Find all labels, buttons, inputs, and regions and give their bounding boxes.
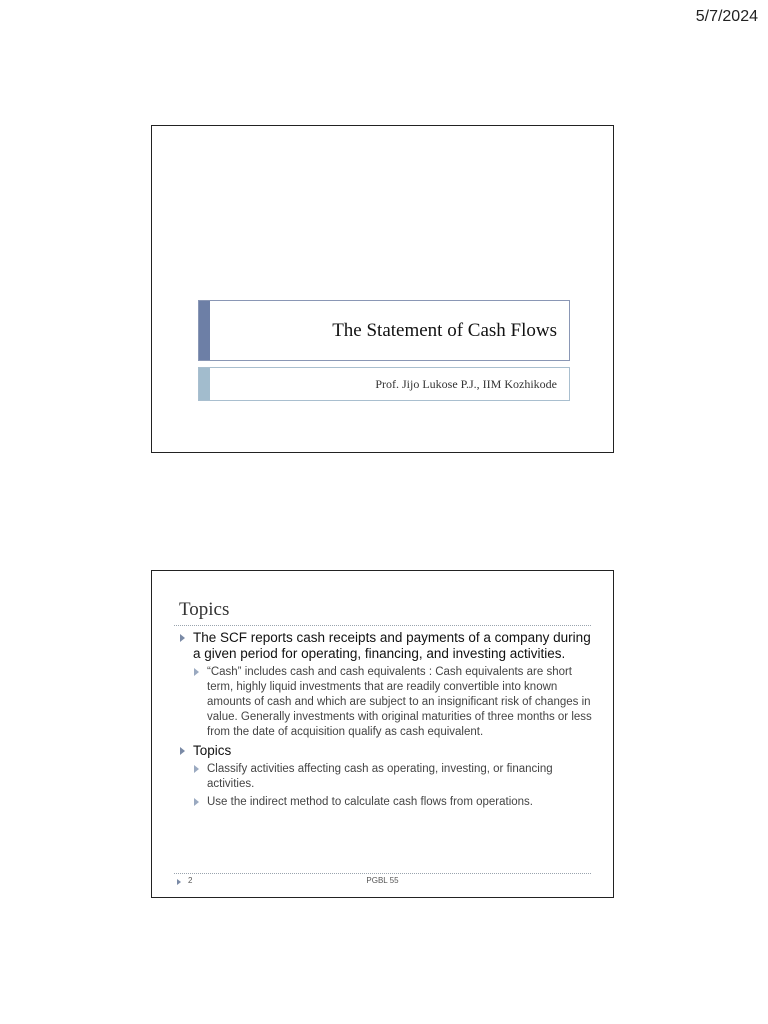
sub-bullet-item xyxy=(178,795,595,810)
triangle-bullet-icon xyxy=(180,634,185,642)
sub-bullet-text: Use the indirect method to calculate cash flows from operations. xyxy=(207,796,533,808)
slide-1 xyxy=(151,125,614,453)
title-accent-bar xyxy=(199,301,210,360)
footer-divider xyxy=(174,873,591,874)
triangle-bullet-icon xyxy=(180,747,185,755)
bullet-item xyxy=(178,743,595,759)
sub-bullet-text: Classify activities affecting cash as operating, investing, or financing activities. xyxy=(207,763,553,790)
title-box xyxy=(198,300,570,361)
page-date: 5/7/2024 xyxy=(695,8,758,25)
bullet-text: Topics xyxy=(193,743,232,758)
sub-bullet-item xyxy=(178,665,595,740)
bullet-text: The SCF reports cash receipts and payments of a company during a given period for operating, financing, and investing activities. xyxy=(193,630,591,661)
slide-title: The Statement of Cash Flows xyxy=(332,319,557,341)
bullet-item xyxy=(178,630,595,662)
slide-2 xyxy=(151,570,614,898)
sub-bullet-text: “Cash” includes cash and cash equivalents : Cash equivalents are short term, highly liquid investments that are readily convertible into known amounts of cash and which are subject to an insignificant risk of changes in value. Generally investments with original maturities of three months or less from the date of acquisition qualify as cash equivalent. xyxy=(207,666,592,738)
slide-number: 2 xyxy=(188,876,193,885)
slide-2-content xyxy=(178,630,595,813)
sub-bullet-item xyxy=(178,762,595,792)
subtitle-accent-bar xyxy=(199,368,210,400)
title-divider xyxy=(174,625,591,626)
slide-subtitle: Prof. Jijo Lukose P.J., IIM Kozhikode xyxy=(375,376,557,391)
subtitle-box xyxy=(198,367,570,401)
triangle-bullet-icon xyxy=(194,668,199,676)
footer-course-code: PGBL 55 xyxy=(366,876,399,885)
slide-2-title: Topics xyxy=(179,599,230,620)
triangle-bullet-icon xyxy=(194,798,199,806)
triangle-bullet-icon xyxy=(194,765,199,773)
